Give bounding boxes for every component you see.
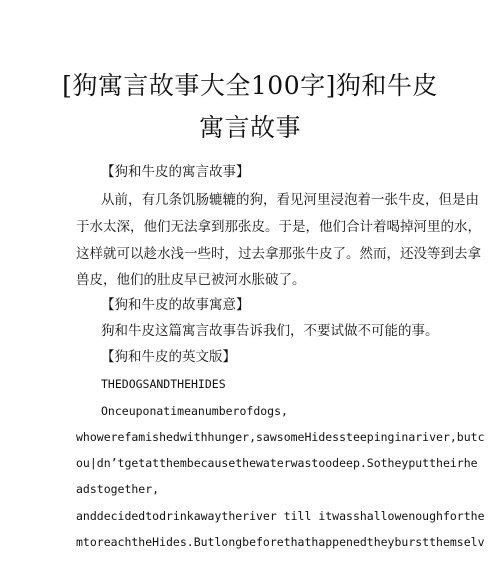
- document-title: [狗寓言故事大全100字]狗和牛皮: [62, 71, 438, 100]
- body-line: 于水太深，他们无法拿到那张皮。于是，他们合计着喝掉河里的水，: [76, 219, 481, 235]
- english-line: adstogether,: [76, 482, 160, 496]
- section-heading-fable: 【狗和牛皮的寓言故事】: [101, 164, 250, 180]
- english-line: whowerefamishedwithhunger,sawsomeHidessteepinginariver,butc: [76, 430, 485, 444]
- english-line: mtoreachtheHides.Butlongbeforethathappenedtheyburstthemselv: [76, 535, 485, 549]
- body-line: 兽皮，他们的肚皮早已被河水胀破了。: [76, 272, 306, 288]
- english-title: THEDOGSANDTHEHIDES: [101, 377, 226, 391]
- english-line: anddecidedtodrinkawaytheriver till itwasshallowenoughforthe: [76, 509, 485, 523]
- moral-text: 狗和牛皮这篇寓言故事告诉我们，不要试做不可能的事。: [101, 323, 439, 339]
- body-line: 这样就可以趁水浅一些时，过去拿那张牛皮了。然而，还没等到去拿: [76, 246, 481, 262]
- english-line: Onceuponatimeanumberofdogs,: [101, 404, 288, 418]
- section-heading-moral: 【狗和牛皮的故事寓意】: [101, 297, 250, 313]
- body-line: 从前，有几条饥肠辘辘的狗，看见河里浸泡着一张牛皮，但是由: [101, 192, 479, 208]
- english-line: ou|dn’tgetatthembecausethewaterwastoodeep.Sotheyputtheirhe: [76, 456, 478, 470]
- section-heading-english: 【狗和牛皮的英文版】: [101, 349, 236, 365]
- document-title-continued: 寓言故事: [198, 113, 301, 142]
